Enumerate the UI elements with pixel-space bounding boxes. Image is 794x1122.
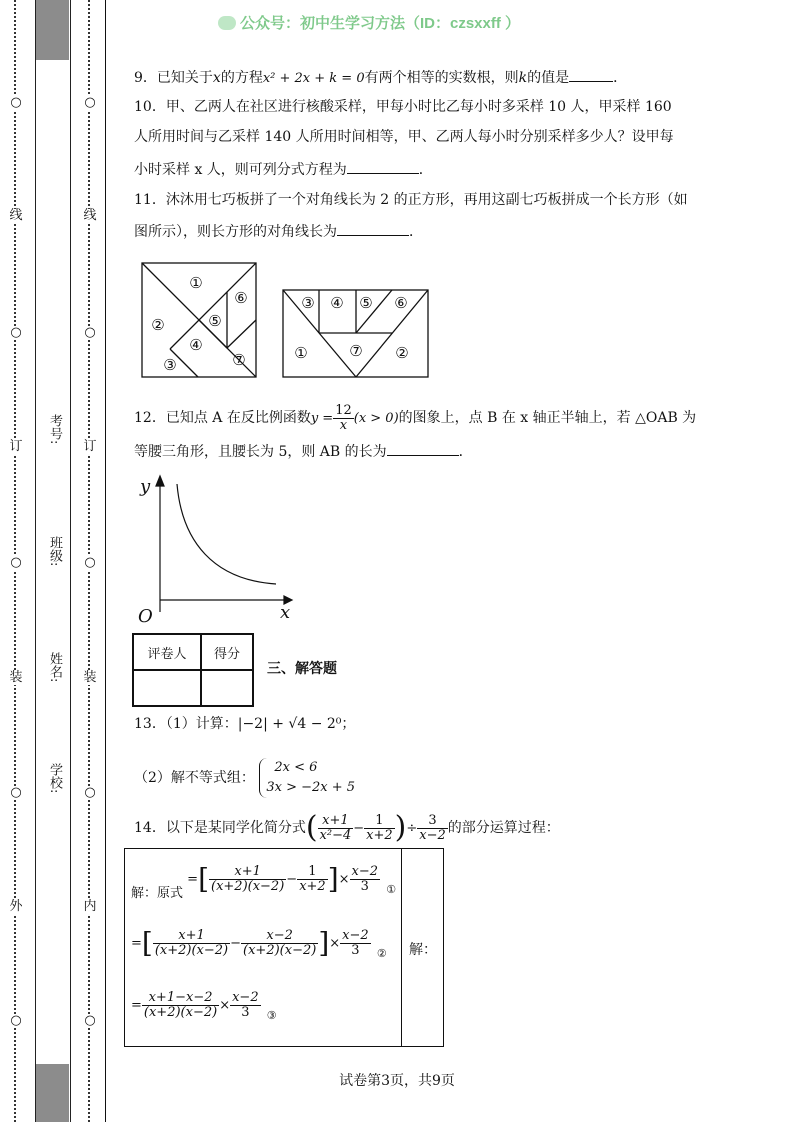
outer-circle-mark: ○ bbox=[10, 325, 22, 340]
inner-mark-nei: 内 bbox=[83, 899, 97, 914]
step-number-1: ① bbox=[386, 883, 397, 896]
fraction: $\frac{x+1}{\text{x²−4}}$ bbox=[319, 812, 352, 843]
answer-blank[interactable] bbox=[569, 66, 613, 82]
score-table-reviewer-cell[interactable] bbox=[133, 670, 201, 706]
inner-mark-zhuang: 装 bbox=[83, 670, 97, 685]
solution-right-label: 解： bbox=[409, 942, 437, 958]
solution-box bbox=[124, 848, 444, 1047]
solution-step-1: 解：原式 =[ $\frac{x+1}{(x+2)(x-2)}$ − $\frac{1}{x+2}$ ]× $\frac{x-2}{3}$ ① bbox=[131, 865, 398, 894]
score-table-score-header: 得分 bbox=[201, 634, 253, 670]
question-10-line1: 10．甲、乙两人在社区进行核酸采样，甲每小时比乙每小时多采样 10 人，甲采样 160 bbox=[134, 99, 672, 115]
question-13-part2: （2）解不等式组： 2x < 6 3x > −2x + 5 bbox=[134, 758, 355, 798]
inner-mark-ding: 订 bbox=[83, 439, 97, 454]
outer-mark-wai: 外 bbox=[9, 899, 23, 914]
function-graph bbox=[134, 472, 294, 628]
page-margin-line bbox=[105, 0, 106, 1122]
tangram-piece-label: ⑥ bbox=[234, 289, 248, 307]
tangram-piece-label: ① bbox=[189, 274, 203, 292]
question-12-line2: 等腰三角形，且腰长为 5，则 AB 的长为 ． bbox=[134, 440, 473, 462]
fraction: $\frac{x+1}{(x+2)(x-2)}$ bbox=[154, 928, 229, 958]
answer-blank[interactable] bbox=[347, 158, 419, 174]
inequality-system: 2x < 6 3x > −2x + 5 bbox=[259, 758, 355, 798]
outer-mark-line: 线 bbox=[9, 208, 23, 223]
score-table bbox=[132, 633, 254, 707]
tangram-piece-label: ② bbox=[151, 316, 165, 334]
tangram-piece-label: ⑤ bbox=[208, 312, 222, 330]
y-axis-label: y bbox=[140, 476, 151, 497]
fraction: $\frac{x-2}{3}$ bbox=[232, 990, 259, 1020]
tangram-line bbox=[227, 320, 256, 348]
inner-circle-mark: ○ bbox=[84, 1013, 96, 1028]
inner-circle-mark: ○ bbox=[84, 325, 96, 340]
outer-circle-mark: ○ bbox=[10, 1013, 22, 1028]
section-title: 三、解答题 bbox=[267, 661, 337, 677]
question-11-line1: 11．沐沐用七巧板拼了一个对角线长为 2 的正方形，再用这副七巧板拼成一个长方形（如 bbox=[134, 192, 688, 208]
fraction: $\frac{1}{x+2}$ bbox=[299, 864, 326, 894]
fraction: $\frac{x+1-x-2}{(x+2)(x-2)}$ bbox=[143, 990, 218, 1020]
solution-step-2: =[ $\frac{x+1}{(x+2)(x-2)}$ − $\frac{x-2}{(x+2)(x-2)}$ ]× $\frac{x-2}{3}$ ② bbox=[131, 929, 389, 958]
question-9: 9．已知关于x的方程x² + 2x + k = 0有两个相等的实数根，则k的值是 ． bbox=[134, 66, 627, 89]
tangram-piece-label: ② bbox=[395, 344, 409, 362]
tangram-piece-label: ⑤ bbox=[359, 294, 373, 312]
solution-divider bbox=[401, 849, 402, 1046]
inner-circle-mark: ○ bbox=[84, 785, 96, 800]
tangram-piece-label: ④ bbox=[189, 336, 203, 354]
fraction: $\frac{x+1}{(x+2)(x-2)}$ bbox=[211, 864, 285, 894]
field-label-xingming: 姓名: bbox=[47, 652, 62, 683]
outer-circle-mark: ○ bbox=[10, 555, 22, 570]
x-axis-label: x bbox=[280, 602, 291, 623]
fraction: $\frac{x-2}{(x+2)(x-2)}$ bbox=[243, 928, 317, 958]
solution-step-3: = $\frac{x+1-x-2}{(x+2)(x-2)}$ × $\frac{x-2}{3}$ ③ bbox=[131, 991, 279, 1020]
tangram-piece-label: ⑦ bbox=[349, 342, 363, 360]
score-table-score-cell[interactable] bbox=[201, 670, 253, 706]
step-number-3: ③ bbox=[266, 1009, 277, 1022]
field-label-kaohao: 考号: bbox=[47, 414, 62, 445]
inner-circle-mark: ○ bbox=[84, 555, 96, 570]
fraction: $\frac{3}{x-2}$ bbox=[419, 812, 446, 843]
tangram-piece-label: ④ bbox=[330, 294, 344, 312]
header-account-text: 公众号：初中生学习方法（ID：czsxxff ） bbox=[240, 15, 521, 32]
page-footer: 试卷第3页，共9页 bbox=[339, 1073, 455, 1089]
outer-circle-mark: ○ bbox=[10, 785, 22, 800]
question-13-part1: 13．（1）计算：|−2| + √4 − 2⁰； bbox=[134, 716, 356, 732]
inner-circle-mark: ○ bbox=[84, 95, 96, 110]
question-14-stem: 14．以下是某同学化简分式( $\frac{x+1}{\text{x²−4}}$ − $\frac{1}{x+2}$ )÷ $\frac{3}{x-2}$ 的部分运算过程： bbox=[134, 810, 560, 845]
tangram-piece-label: ③ bbox=[301, 294, 315, 312]
question-10-line3: 小时采样 x 人，则可列分式方程为 ． bbox=[134, 158, 433, 180]
tangram-piece-label: ③ bbox=[163, 356, 177, 374]
y-axis-arrow bbox=[156, 476, 164, 486]
field-label-xuexiao: 学校: bbox=[47, 763, 62, 794]
question-10-line2: 人所用时间与乙采样 140 人所用时间相等，甲、乙两人每小时分别采样多少人？设甲每 bbox=[134, 129, 674, 145]
inner-mark-line: 线 bbox=[83, 208, 97, 223]
answer-blank[interactable] bbox=[337, 220, 409, 236]
wechat-icon bbox=[218, 16, 236, 30]
fraction: $\frac{12}{x}$ bbox=[335, 402, 352, 433]
step-number-2: ② bbox=[376, 947, 387, 960]
origin-label: O bbox=[138, 606, 153, 627]
question-12-line1: 12．已知点 A 在反比例函数y = $\frac{12}{x}$ (x > 0)的图象上，点 B 在 x 轴正半轴上，若 △OAB 为 bbox=[134, 402, 697, 433]
answer-blank[interactable] bbox=[387, 440, 459, 456]
fraction: $\frac{x-2}{3}$ bbox=[351, 864, 379, 894]
header-account bbox=[218, 12, 520, 33]
fraction: $\frac{1}{x+2}$ bbox=[366, 812, 393, 843]
fraction: $\frac{x-2}{3}$ bbox=[342, 928, 369, 958]
score-table-reviewer-header: 评卷人 bbox=[133, 634, 201, 670]
outer-mark-zhuang: 装 bbox=[9, 670, 23, 685]
tangram-piece-label: ① bbox=[294, 344, 308, 362]
outer-mark-ding: 订 bbox=[9, 439, 23, 454]
hyperbola-curve bbox=[177, 484, 276, 584]
tangram-figure bbox=[138, 258, 438, 384]
outer-circle-mark: ○ bbox=[10, 95, 22, 110]
field-label-banji: 班级: bbox=[47, 536, 62, 567]
question-11-line2: 图所示），则长方形的对角线长为 ． bbox=[134, 220, 423, 242]
tangram-piece-label: ⑥ bbox=[394, 294, 408, 312]
tangram-piece-label: ⑦ bbox=[232, 351, 246, 369]
binding-gray-top bbox=[36, 0, 69, 60]
